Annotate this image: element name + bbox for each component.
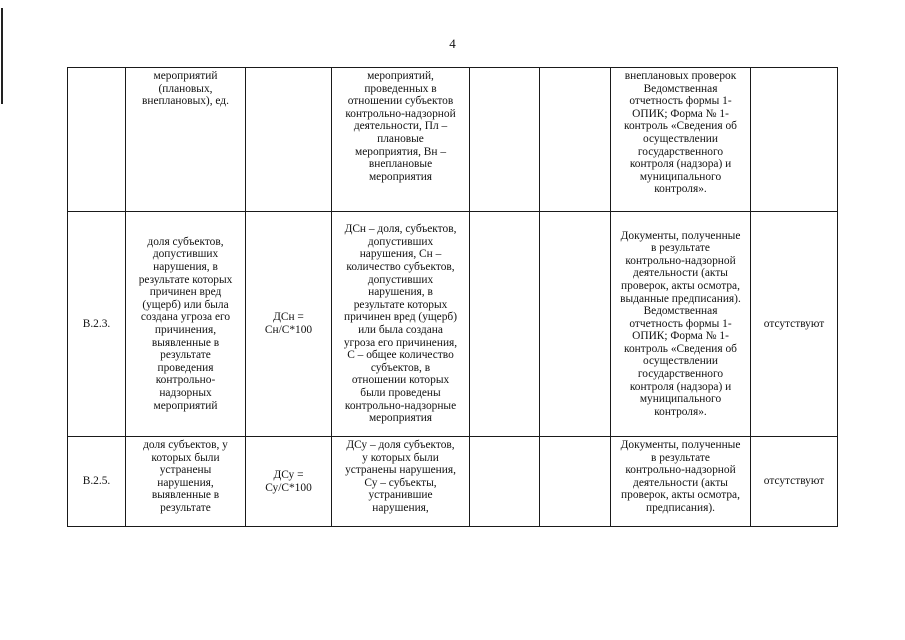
indicator-description: ДСу – доля субъектов, у которых были устранены нарушения, Су – субъекты, устранившие нарушения, [332,437,470,527]
indicator-description: ДСн – доля, субъектов, допустивших нарушения, Сн – количество субъектов, допустивших нарушения, в результате которых причинен вред (ущерб) или была создана угроза его причинения, С – общее количество субъектов, в отношении которых были проведены контрольно-надзорные мероприятия [332,212,470,437]
indicator-col5 [470,68,540,212]
indicator-formula: ДСу = Су/С*100 [246,437,332,527]
indicator-source: Документы, полученные в результате контрольно-надзорной деятельности (акты проверок, акты осмотра, предписания). [611,437,751,527]
indicator-description: мероприятий, проведенных в отношении субъектов контрольно-надзорной деятельности, Пл – плановые мероприятия, Вн – внеплановые мероприятия [332,68,470,212]
indicator-note: отсутствуют [751,212,838,437]
indicator-source: Документы, полученные в результате контрольно-надзорной деятельности (акты проверок, акты осмотра, выданные предписания). Ведомственная отчетность формы 1- ОПИК; Форма № 1- контроль «Сведения об осуществлении государственного контроля (надзора) и муниципального контроля». [611,212,751,437]
indicator-code: В.2.5. [68,437,126,527]
indicator-formula [246,68,332,212]
table-row [68,212,838,437]
page-number: 4 [449,36,456,51]
indicator-name: доля субъектов, у которых были устранены нарушения, выявленные в результате [126,437,246,527]
indicator-code [68,68,126,212]
table-row [68,68,838,212]
indicator-code: В.2.3. [68,212,126,437]
indicator-col6 [540,68,611,212]
indicators-table [67,67,838,527]
indicator-formula: ДСн = Сн/С*100 [246,212,332,437]
indicator-col5 [470,437,540,527]
indicator-col6 [540,212,611,437]
indicator-note [751,68,838,212]
indicator-col5 [470,212,540,437]
indicator-name: доля субъектов, допустивших нарушения, в результате которых причинен вред (ущерб) или была создана угроза его причинения, выявленные в результате проведения контрольно- надзорных мероприятий [126,212,246,437]
indicator-source: внеплановых проверок Ведомственная отчетность формы 1- ОПИК; Форма № 1- контроль «Сведения об осуществлении государственного контроля (надзора) и муниципального контроля». [611,68,751,212]
indicator-note: отсутствуют [751,437,838,527]
table-row [68,437,838,527]
indicator-col6 [540,437,611,527]
scan-edge-mark [1,8,3,104]
indicator-name: мероприятий (плановых, внеплановых), ед. [126,68,246,212]
